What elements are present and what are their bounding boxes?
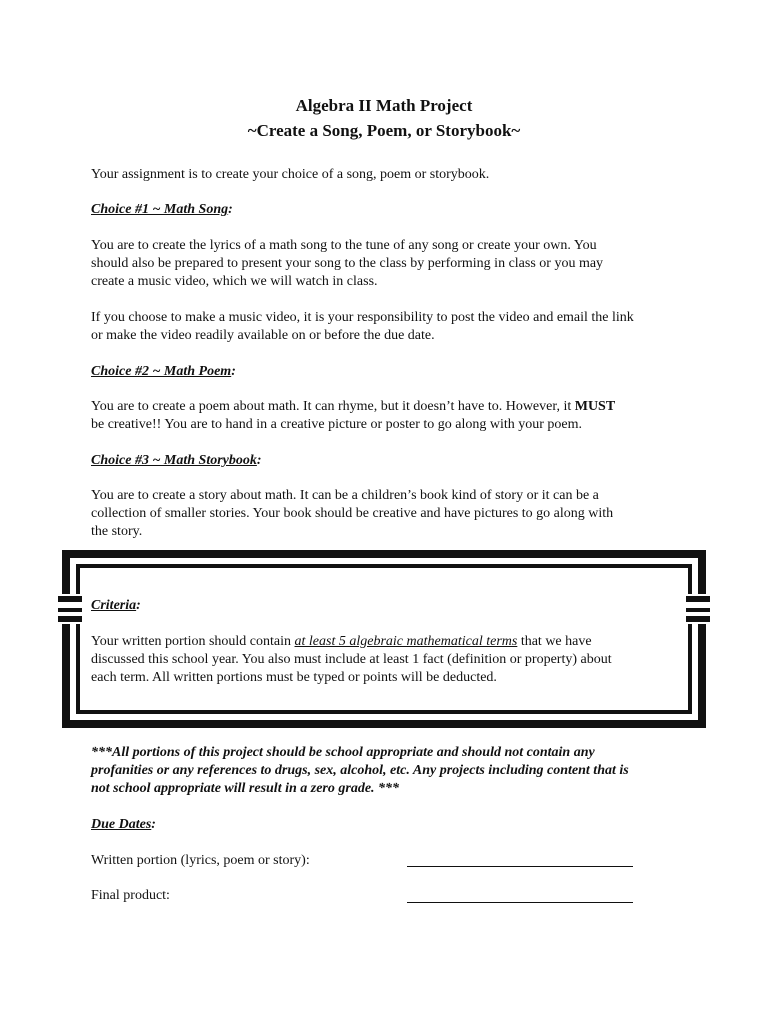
frame-left-notch-bar: [58, 616, 82, 622]
due-dates-heading-text: Due Dates: [91, 817, 152, 832]
frame-top-inner: [76, 564, 692, 568]
choice1-heading: [91, 201, 691, 219]
choice3-heading: [91, 452, 691, 470]
choice2-heading: [91, 363, 691, 381]
choice3-paragraph: [91, 487, 691, 541]
due-dates-heading-colon: :: [151, 817, 156, 832]
warning-line: ***All portions of this project should be school appropriate and should not contain any: [91, 745, 595, 760]
choice2-line-1-text: You are to create a poem about math. It can rhyme, but it doesn’t have to. However, it: [91, 399, 575, 414]
choice1-heading-colon: :: [228, 202, 233, 217]
written-portion-label: Written portion (lyrics, poem or story):: [91, 853, 310, 868]
choice2-heading-text: Choice #2 ~ Math Poem: [91, 364, 232, 379]
frame-bottom-inner: [76, 710, 692, 714]
frame-bottom-outer: [62, 720, 706, 728]
choice1-p1-line: create a music video, which we will watch in class.: [91, 274, 378, 289]
criteria-line-1-b: that we have: [517, 634, 592, 649]
intro-text: Your assignment is to create your choice of a song, poem or storybook.: [91, 167, 490, 182]
choice3-heading-text: Choice #3 ~ Math Storybook: [91, 453, 257, 468]
choice3-line: You are to create a story about math. It can be a children’s book kind of story or it can be a: [91, 488, 599, 503]
choice2-line-1: [91, 398, 691, 416]
frame-right-outer: [698, 550, 706, 728]
final-product-date-line[interactable]: [407, 902, 633, 903]
written-portion-date-line[interactable]: [407, 866, 633, 867]
criteria-paragraph: [91, 633, 671, 687]
frame-right-notch-bar: [686, 616, 710, 622]
choice1-heading-text: Choice #1 ~ Math Song: [91, 202, 229, 217]
frame-left-inner: [76, 564, 80, 714]
choice2-emphasis-must: MUST: [574, 399, 616, 414]
criteria-line-3: each term. All written portions must be typed or points will be deducted.: [91, 670, 497, 685]
frame-right-inner: [688, 564, 692, 714]
criteria-line-2: discussed this school year. You also must include at least 1 fact (definition or property) about: [91, 652, 612, 667]
choice1-p2-line: or make the video readily available on or before the due date.: [91, 328, 435, 343]
choice2-line-2: be creative!! You are to hand in a creative picture or poster to go along with your poem.: [91, 417, 583, 432]
choice2-paragraph: [91, 398, 691, 434]
choice2-heading-colon: :: [231, 364, 236, 379]
appropriateness-warning: [91, 744, 691, 798]
criteria-heading-text: Criteria: [91, 598, 137, 613]
criteria-line-1-a: Your written portion should contain: [91, 634, 295, 649]
warning-line: not school appropriate will result in a zero grade. ***: [91, 781, 400, 796]
criteria-line-1: [91, 633, 671, 651]
frame-left-notch-bar: [58, 596, 82, 602]
choice1-paragraph-1: [91, 237, 691, 291]
criteria-heading: [91, 597, 691, 615]
final-product-label: Final product:: [91, 888, 170, 903]
choice1-p2-line: If you choose to make a music video, it is your responsibility to post the video and email the link: [91, 310, 634, 325]
frame-left-notch-bar: [58, 608, 82, 612]
page-subtitle: ~Create a Song, Poem, or Storybook~: [247, 121, 521, 140]
criteria-heading-colon: :: [136, 598, 141, 613]
choice1-p1-line: should also be prepared to present your song to the class by performing in class or you may: [91, 256, 604, 271]
frame-left-outer: [62, 550, 70, 728]
choice3-line: the story.: [91, 524, 143, 539]
criteria-emphasis-terms: at least 5 algebraic mathematical terms: [294, 634, 518, 649]
page-title: Algebra II Math Project: [295, 96, 473, 115]
choice3-line: collection of smaller stories. Your book should be creative and have pictures to go along with: [91, 506, 614, 521]
warning-line: profanities or any references to drugs, sex, alcohol, etc. Any projects including content that is: [91, 763, 629, 778]
choice1-paragraph-2: [91, 309, 691, 345]
choice1-p1-line: You are to create the lyrics of a math song to the tune of any song or create your own. You: [91, 238, 597, 253]
due-dates-heading: [91, 816, 691, 834]
frame-top-outer: [62, 550, 706, 558]
choice3-heading-colon: :: [256, 453, 262, 468]
